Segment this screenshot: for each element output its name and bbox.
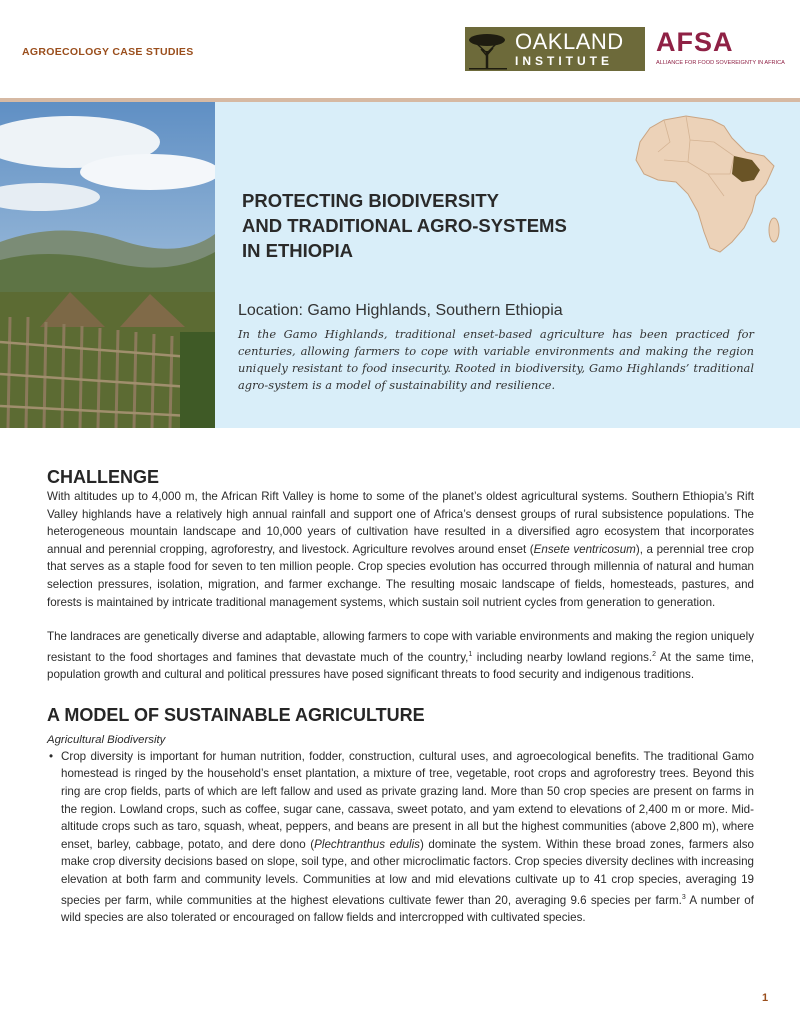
title-line: IN ETHIOPIA [242, 240, 354, 261]
bullet-text: Crop diversity is important for human nutrition, fodder, construction, cultural uses, and agroecological benefits. The traditional Gamo homestead is ringed by the household’s enset plantation, a mixture of tree, vegetable, root crops and agroforestry trees. Beyond this ring are crop fields, parts of which are left fallow and used as private grazing land. More than 50 crop species are present on farms in the region. Lowland crops, such as coffee, sugar cane, cassava, sweet potato, and yam extend to elevations of 2,400 m or more. Mid-altitude crops such as taro, squash, wheat, peppers, and beans are present in all but the highest communities (above 2,800 m), where enset, barley, cabbage, potato, and dere dono (Plechtranthus edulis) dominate the system. Within these broad zones, farmers also make crop diversity decisions based on slope, soil type, and other microclimatic factors. Crop species diversity declines with increasing elevation at both farm and community levels. Communities at low and mid elevations cultivate up to 41 crop species, averaging 19 species per farm, while communities at the highest elevations cultivate fewer than 20, averaging 9.6 species per farm.$^3$ A number of wild species are also tolerated or encouraged on fallow fields and intercropped with cultivated species. [61, 749, 754, 924]
subsection-heading: Agricultural Biodiversity [47, 733, 166, 746]
challenge-paragraph-1: With altitudes up to 4,000 m, the African Rift Valley is home to some of the planet’s oldest agricultural systems. Southern Ethiopia’s Rift Valley highlands have a relatively high annual rainfall and support one of Africa’s densest groups of rural subsistence populations. The heterogeneous mountain landscape and 10,000 years of cultivation have resulted in a diversified agro ecosystem that incorporates annual and perennial cropping, agroforestry, and livestock. Agriculture revolves around enset (Ensete ventricosum), a perennial tree crop that serves as a staple food for seven to ten million people. Crop species evolution has occurred through millennia of natural and human selection pressures, isolation, migration, and farmer exchange. The resulting mosaic landscape of fields, homesteads, pastures, and forests is maintained by intricate traditional management systems, which sustain soil nutrient cycles from generation to generation. [47, 490, 754, 609]
list-item [47, 748, 754, 927]
model-heading: A MODEL OF SUSTAINABLE AGRICULTURE [47, 704, 425, 725]
location-line: Location: Gamo Highlands, Southern Ethiopia [238, 302, 563, 319]
footnote-ref: 3 [681, 893, 686, 901]
tree-icon [465, 27, 511, 71]
title-line: AND TRADITIONAL AGRO-SYSTEMS [242, 215, 567, 236]
title-line: PROTECTING BIODIVERSITY [242, 190, 499, 211]
page-header [0, 0, 800, 98]
oakland-institute-logo [465, 27, 645, 71]
series-label: AGROECOLOGY CASE STUDIES [22, 46, 194, 58]
highlands-photo [0, 102, 215, 428]
afsa-wordmark: AFSA [656, 27, 734, 57]
afsa-tagline: ALLIANCE FOR FOOD SOVEREIGNTY IN AFRICA [656, 60, 785, 66]
challenge-paragraph-2: The landraces are genetically diverse and adaptable, allowing farmers to cope with variable environments and making the region uniquely resistant to the food shortages and famines that devastate much of the country,$^1$ including nearby lowland regions.$^2$ At the same time, population growth and cultural and political pressures have posed significant threats to food security and indigenous traditions. [47, 630, 754, 682]
challenge-heading: CHALLENGE [47, 467, 159, 487]
main-content [47, 466, 754, 927]
hero-banner [0, 102, 800, 428]
afsa-logo [656, 27, 788, 71]
africa-map-icon [624, 112, 789, 262]
institute-wordmark: INSTITUTE [515, 54, 613, 68]
page-number: 1 [762, 992, 769, 1004]
footnote-ref: 1 [468, 650, 473, 658]
oakland-wordmark: OAKLAND [515, 29, 624, 54]
footnote-ref: 2 [652, 650, 657, 658]
intro-paragraph: In the Gamo Highlands, traditional enset-based agriculture has been practiced for centuries, allowing farmers to cope with variable environments and making the region uniquely resistant to food insecurity. Rooted in biodiversity, Gamo Highlands’ traditional agro-system is a model of sustainability and resilience. [238, 327, 754, 392]
document-title [242, 188, 622, 263]
bullet-icon: • [49, 749, 54, 763]
